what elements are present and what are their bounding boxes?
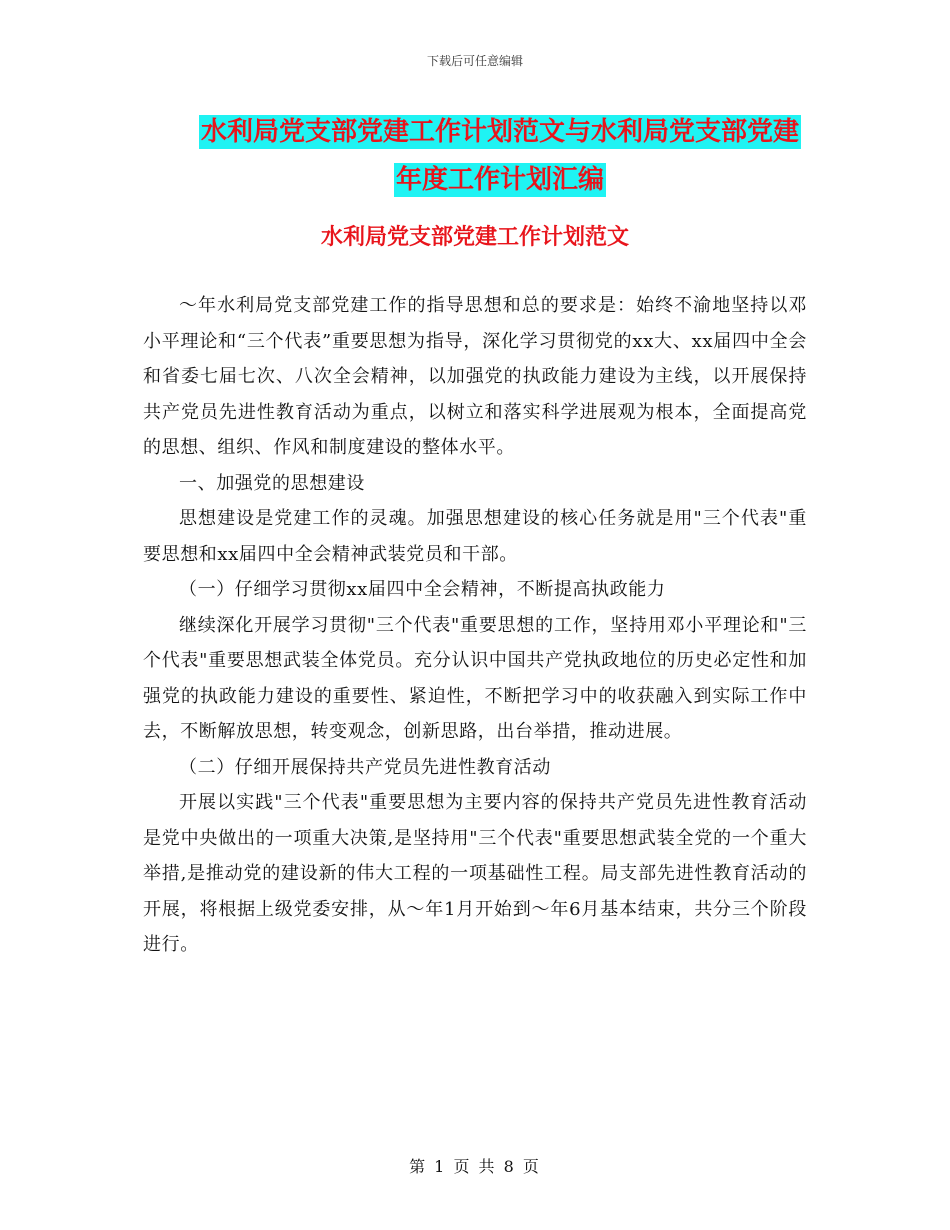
section-title: 水利局党支部党建工作计划范文 bbox=[320, 225, 629, 250]
header-note: 下载后可任意编辑 bbox=[426, 54, 523, 68]
paragraph: （二）仔细开展保持共产党员先进性教育活动 bbox=[179, 756, 551, 778]
paragraph: （一）仔细学习贯彻xx届四中全会精神，不断提高执政能力 bbox=[179, 579, 666, 600]
main-title-line1: 水利局党支部党建工作计划范文与水利局党支部党建 bbox=[200, 117, 799, 147]
main-title-line2: 年度工作计划汇编 bbox=[395, 165, 604, 195]
paragraph: 一、加强党的思想建设 bbox=[179, 472, 365, 494]
main-title bbox=[180, 108, 820, 204]
document-body bbox=[143, 288, 807, 963]
paragraph: 思想建设是党建工作的灵魂。加强思想建设的核心任务就是用"三个代表"重要思想和xx届四中全会精神武装党员和干部。 bbox=[143, 508, 807, 565]
paragraph: ～年水利局党支部党建工作的指导思想和总的要求是：始终不渝地坚持以邓小平理论和“三个代表”重要思想为指导，深化学习贯彻党的xx大、xx届四中全会和省委七届七次、八次全会精神，以加强党的执政能力建设为主线，以开展保持共产党员先进性教育活动为重点，以树立和落实科学进展观为根本，全面提高党的思想、组织、作风和制度建设的整体水平。 bbox=[143, 295, 807, 458]
paragraph: 开展以实践"三个代表"重要思想为主要内容的保持共产党员先进性教育活动是党中央做出的一项重大决策,是坚持用"三个代表"重要思想武装全党的一个重大举措,是推动党的建设新的伟大工程的一项基础性工程。局支部先进性教育活动的开展，将根据上级党委安排，从～年1月开始到～年6月基本结束，共分三个阶段进行。 bbox=[143, 792, 807, 955]
page-footer: 第 1 页 共 8 页 bbox=[409, 1157, 541, 1176]
paragraph: 继续深化开展学习贯彻"三个代表"重要思想的工作，坚持用邓小平理论和"三个代表"重要思想武装全体党员。充分认识中国共产党执政地位的历史必定性和加强党的执政能力建设的重要性、紧迫性，不断把学习中的收获融入到实际工作中去，不断解放思想，转变观念，创新思路，出台举措，推动进展。 bbox=[143, 614, 807, 742]
